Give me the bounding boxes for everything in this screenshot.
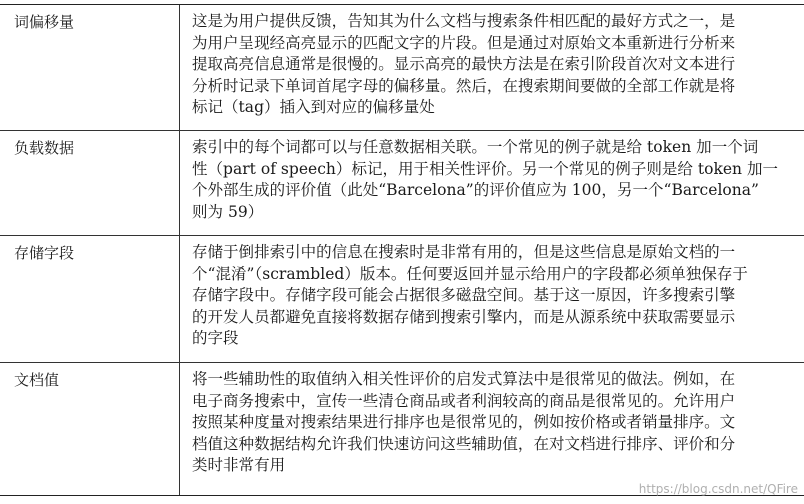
description-line: 按照某种度量对搜索结果进行排序也是很常见的，例如按价格或者销量排序。文 (192, 413, 736, 432)
description-line: 的开发人员都避免直接将数据存储到搜索引擎内，而是从源系统中获取需要显示 (192, 307, 736, 326)
description-cell (192, 242, 792, 350)
column-divider (179, 236, 180, 362)
column-divider (179, 5, 180, 130)
description-line: 性（part of speech）标记，用于相关性评价。另一个常见的例子则是给 token 加一 (192, 159, 779, 178)
term-cell: 负载数据 (14, 139, 75, 157)
table-row (0, 236, 804, 363)
description-line: 存储字段中。存储字段可能会占据很多磁盘空间。基于这一原因，许多搜索引擎 (192, 286, 736, 305)
description-line: 存储于倒排索引中的信息在搜索时是非常有用的，但是这些信息是原始文档的一 (192, 243, 736, 261)
column-divider (179, 131, 180, 235)
term-cell: 存储字段 (14, 244, 75, 262)
description-line: 个“混淆”（scrambled）版本。任何要返回并显示给用户的字段都必须单独保存于 (192, 264, 748, 283)
description-line: 则为 59） (192, 202, 264, 221)
description-line: 这是为用户提供反馈，告知其为什么文档与搜索条件相匹配的最好方式之一，是 (192, 12, 736, 30)
description-line: 将一些辅助性的取值纳入相关性评价的启发式算法中是很常见的做法。例如，在 (192, 370, 736, 388)
description-line: 类时非常有用 (192, 456, 286, 475)
term-cell: 词偏移量 (14, 13, 75, 31)
description-line: 标记（tag）插入到对应的偏移量处 (192, 98, 435, 117)
table-row (0, 5, 804, 131)
description-line: 电子商务搜索中，宣传一些清仓商品或者利润较高的商品是很常见的。允许用户 (192, 391, 736, 410)
description-line: 提取高亮信息通常是很慢的。显示高亮的最快方法是在索引阶段首次对文本进行 (192, 55, 736, 74)
description-line: 分析时记录下单词首尾字母的偏移量。然后，在搜索期间要做的全部工作就是将 (192, 76, 736, 95)
description-cell (192, 137, 792, 223)
watermark-text: https://blog.csdn.net/QFire (638, 482, 798, 496)
description-line: 索引中的每个词都可以与任意数据相关联。一个常见的例子就是给 token 加一个词 (192, 138, 759, 156)
table-row (0, 131, 804, 236)
description-line: 的字段 (192, 329, 239, 348)
description-line: 档值这种数据结构允许我们快速访问这些辅助值，在对文档进行排序、评价和分 (192, 434, 736, 453)
column-divider (179, 363, 180, 495)
term-cell: 文档值 (14, 371, 60, 389)
description-cell (192, 11, 792, 119)
description-line: 个外部生成的评价值（此处“Barcelona”的评价值应为 100，另一个“Barcelona” (192, 181, 759, 200)
description-cell (192, 369, 792, 477)
description-line: 为用户呈现经高亮显示的匹配文字的片段。但是通过对原始文本重新进行分析来 (192, 33, 736, 52)
table-row (0, 363, 804, 496)
